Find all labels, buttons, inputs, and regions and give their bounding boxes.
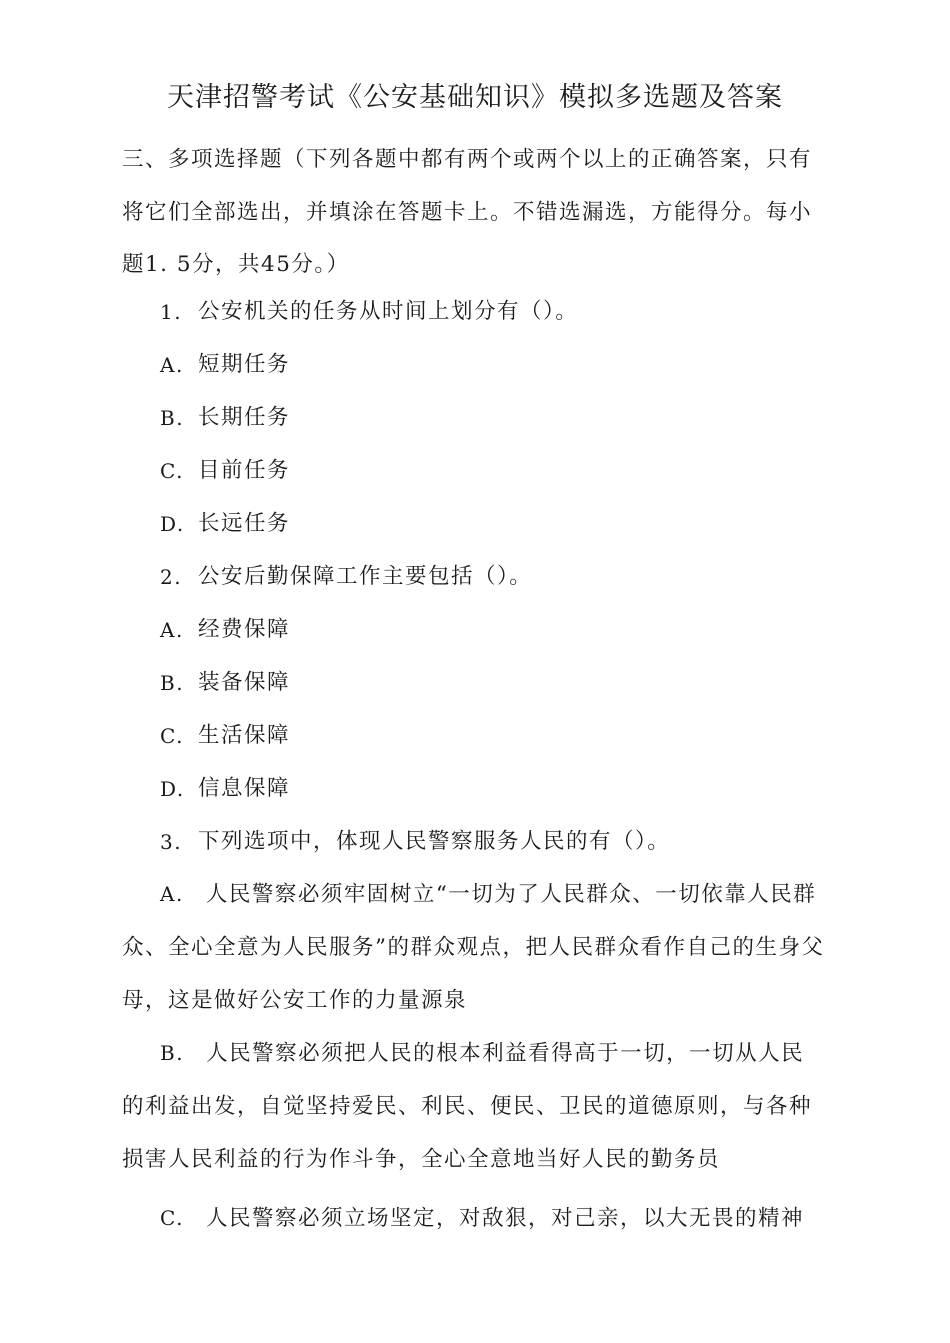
- option-text: 长远任务: [198, 511, 291, 536]
- option-marker: B.: [160, 406, 185, 430]
- question-stem: 公安机关的任务从时间上划分有（）。: [198, 299, 579, 324]
- option-text: 人民警察必须立场坚定，对敌狠，对己亲，以大无畏的精神: [205, 1206, 804, 1231]
- option-3a: [122, 868, 828, 1027]
- question-number: 2.: [160, 565, 183, 589]
- option-text: 信息保障: [198, 776, 291, 801]
- option-text: 短期任务: [198, 352, 291, 377]
- question-stem: 公安后勤保障工作主要包括（）。: [198, 564, 533, 589]
- option-text: 生活保障: [198, 723, 291, 748]
- option-text: 长期任务: [198, 405, 291, 430]
- document-title: 天津招警考试《公安基础知识》模拟多选题及答案: [167, 82, 783, 113]
- option-text: 装备保障: [198, 670, 291, 695]
- option-marker: A.: [160, 882, 184, 906]
- question-number: 3.: [160, 830, 183, 854]
- option-text: 经费保障: [198, 617, 291, 642]
- option-marker: D.: [160, 512, 185, 536]
- option-marker: A.: [160, 353, 184, 377]
- option-marker: B.: [160, 671, 185, 695]
- option-3b: [122, 1027, 828, 1186]
- option-marker: C.: [160, 1206, 184, 1230]
- option-text: 人民警察必须牢固树立“一切为了人民群众、一切依靠人民群众、全心全意为人民服务”的群众观点，把人民群众看作自己的生身父母，这是做好公安工作的力量源泉: [122, 882, 825, 1013]
- section-intro: 三、多项选择题（下列各题中都有两个或两个以上的正确答案，只有将它们全部选出，并填涂在答题卡上。不错选漏选，方能得分。每小题1. 5分，共45分。）: [122, 147, 813, 277]
- option-marker: D.: [160, 777, 185, 801]
- option-3c: [122, 1192, 828, 1245]
- question-number: 1.: [160, 300, 183, 324]
- option-marker: A.: [160, 618, 184, 642]
- question-stem: 下列选项中，体现人民警察服务人民的有（）。: [198, 829, 671, 854]
- option-marker: C.: [160, 724, 184, 748]
- option-marker: B.: [160, 1041, 185, 1065]
- option-marker: C.: [160, 459, 184, 483]
- option-text: 目前任务: [198, 458, 291, 483]
- option-text: 人民警察必须把人民的根本利益看得高于一切，一切从人民 的利益出发，自觉坚持爱民、利民、便民、卫民的道德原则，与各种 损害人民利益的行为作斗争，全心全意地当好人民的勤务员: [122, 1041, 813, 1172]
